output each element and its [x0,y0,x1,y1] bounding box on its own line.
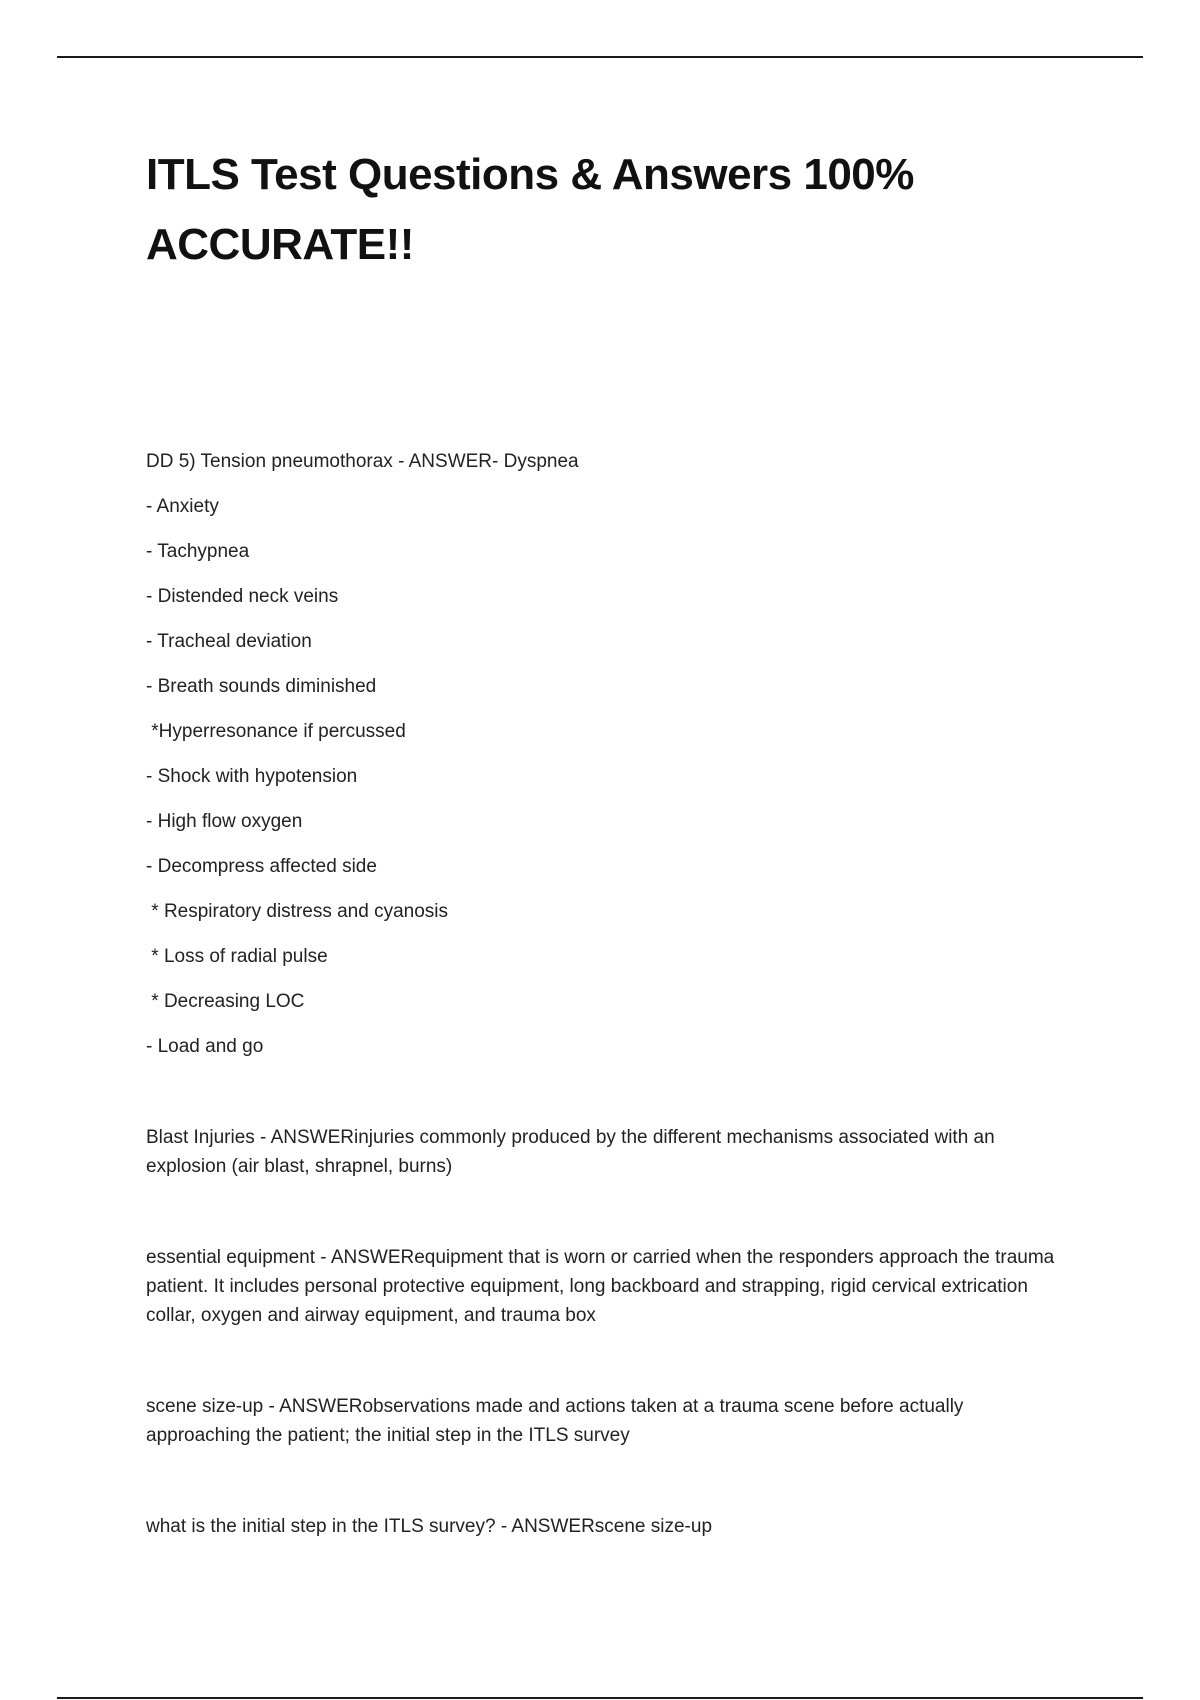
qa-line: - Tachypnea [146,541,250,562]
bottom-divider [57,1697,1143,1699]
qa-line: - Distended neck veins [146,586,339,607]
document-body [146,140,1066,1541]
document-title: ITLS Test Questions & Answers 100% ACCURATE!! [146,150,914,269]
qa-line: * Respiratory distress and cyanosis [146,901,449,922]
qa-paragraph-initial-step: what is the initial step in the ITLS survey? - ANSWERscene size-up [146,1516,713,1537]
qa-line: * Decreasing LOC [146,991,305,1012]
qa-line: - Load and go [146,1036,264,1057]
qa-line: - Breath sounds diminished [146,676,377,697]
top-divider [57,56,1143,58]
tension-pneumothorax-block [146,448,1066,1061]
qa-paragraph-scene-size-up: scene size-up - ANSWERobservations made and actions taken at a trauma scene before actually approaching the patient; the initial step in the ITLS survey [146,1396,964,1446]
qa-line: DD 5) Tension pneumothorax - ANSWER- Dyspnea [146,451,579,472]
qa-line: - Decompress affected side [146,856,377,877]
qa-line: *Hyperresonance if percussed [146,721,406,742]
qa-line: * Loss of radial pulse [146,946,328,967]
qa-line: - Anxiety [146,496,219,517]
qa-paragraph-blast-injuries: Blast Injuries - ANSWERinjuries commonly produced by the different mechanisms associated with an explosion (air blast, shrapnel, burns) [146,1127,995,1177]
qa-line: - Shock with hypotension [146,766,358,787]
qa-line: - Tracheal deviation [146,631,312,652]
qa-line: - High flow oxygen [146,811,303,832]
qa-paragraph-essential-equipment: essential equipment - ANSWERequipment that is worn or carried when the responders approach the trauma patient. It includes personal protective equipment, long backboard and strapping, rigid cervical extrication collar, oxygen and airway equipment, and trauma box [146,1247,1055,1326]
